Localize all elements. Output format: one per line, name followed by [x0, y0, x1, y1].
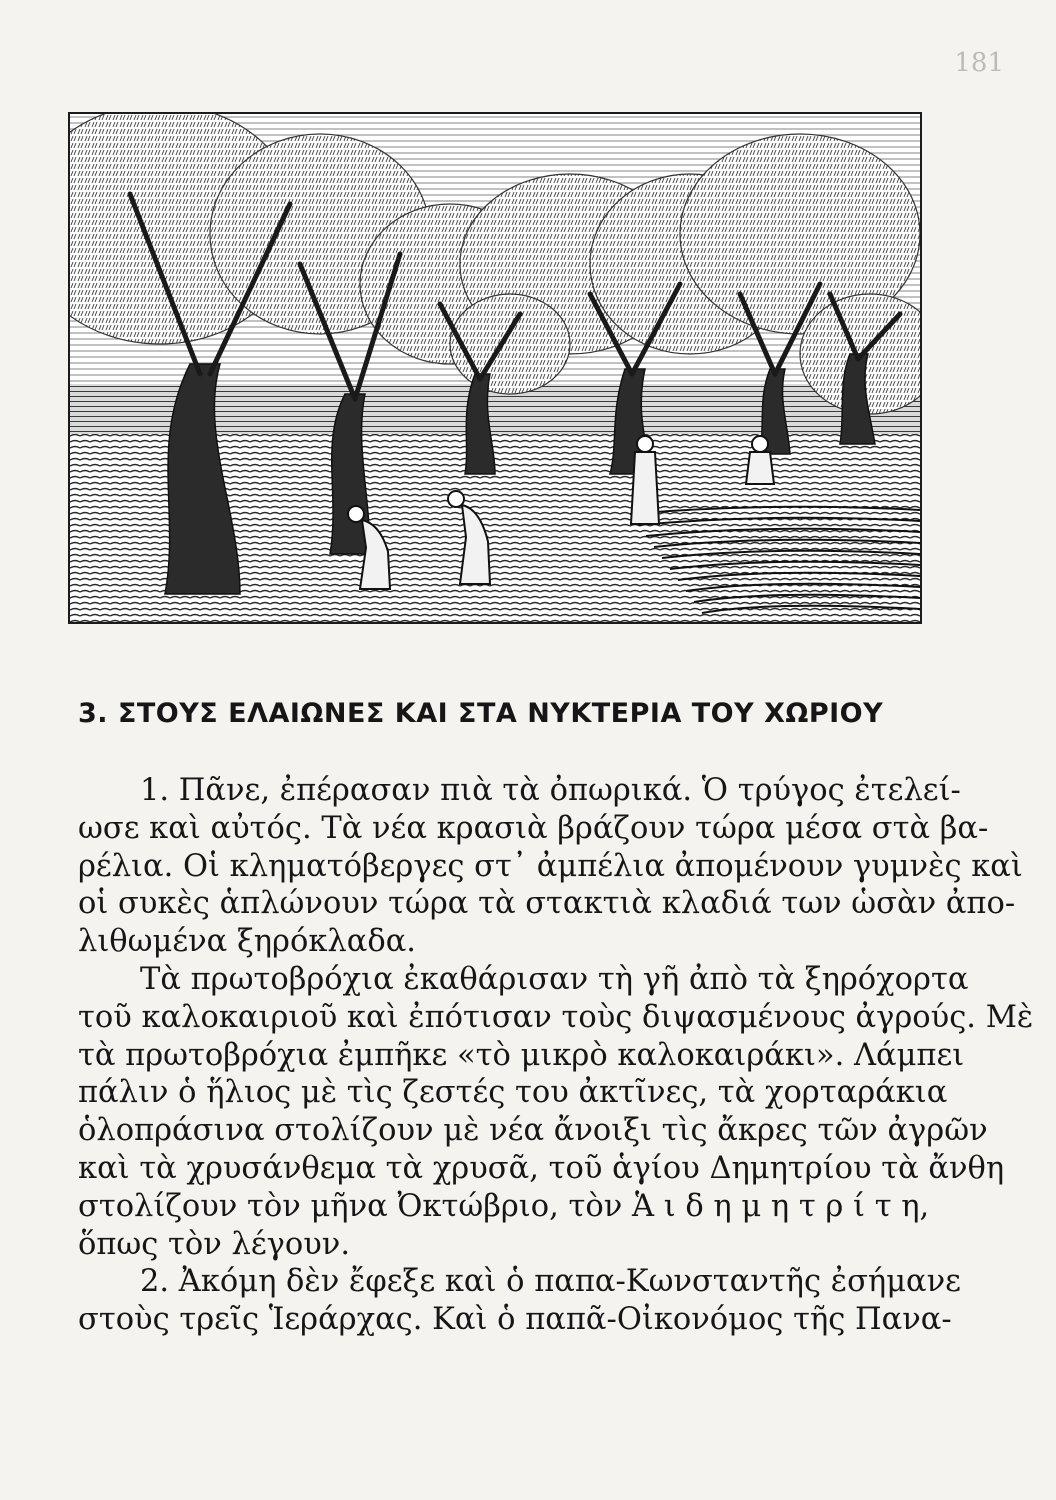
text-line: λιθωμένα ξηρόκλαδα.	[78, 924, 416, 960]
text-line: 1. Πᾶνε, ἐπέρασαν πιὰ τὰ ὀπωρικά. Ὁ τρύγος ἐτελεί-	[140, 773, 961, 808]
text-line: 2. Ἀκόμη δὲν ἔφεξε καὶ ὁ παπα-Κωνσταντῆς ἐσήμανε	[140, 1264, 961, 1300]
chapter-title: 3. ΣΤΟΥΣ ΕΛΑΙΩΝΕΣ ΚΑΙ ΣΤΑ ΝΥΚΤΕΡΙΑ ΤΟΥ ΧΩΡΙΟΥ	[78, 698, 884, 729]
text-line: ὅπως τὸν λέγουν.	[78, 1226, 351, 1262]
text-line: ὁλοπράσινα στολίζουν μὲ νέα ἄνοιξι τὶς ἄκρες τῶν ἀγρῶν	[78, 1113, 988, 1149]
text-line: στολίζουν τὸν μῆνα Ὀκτώβριο, τὸν Ἁ ι δ η μ η τ ρ ί τ η,	[78, 1188, 930, 1224]
text-line: καὶ τὰ χρυσάνθεμα τὰ χρυσᾶ, τοῦ ἁγίου Δημητρίου τὰ ἄνθη	[78, 1150, 1005, 1186]
body-text	[78, 772, 1034, 1339]
page-number: 181	[954, 48, 1004, 78]
text-line: ρέλια. Οἱ κληματόβεργες στ᾽ ἀμπέλια ἀπομένουν γυμνὲς καὶ	[78, 848, 1023, 884]
text-line: οἱ συκὲς ἁπλώνουν τώρα τὰ στακτιὰ κλαδιά των ὡσὰν ἀπο-	[78, 886, 1016, 922]
text-line: τὰ πρωτοβρόχια ἐμπῆκε «τὸ μικρὸ καλοκαιράκι». Λάμπει	[78, 1037, 965, 1073]
text-line: ωσε καὶ αὐτός. Τὰ νέα κρασιὰ βράζουν τώρα μέσα στὰ βα-	[78, 810, 989, 846]
text-line: Τὰ πρωτοβρόχια ἐκαθάρισαν τὴ γῆ ἀπὸ τὰ ξηρόχορτα	[140, 961, 969, 997]
olive-grove-illustration	[68, 112, 922, 624]
text-line: τοῦ καλοκαιριοῦ καὶ ἐπότισαν τοὺς διψασμένους ἀγρούς. Μὲ	[78, 999, 1034, 1035]
text-line: πάλιν ὁ ἥλιος μὲ τὶς ζεστές του ἀκτῖνες, τὰ χορταράκια	[78, 1075, 948, 1111]
text-line: στοὺς τρεῖς Ἱεράρχας. Καὶ ὁ παπᾶ-Οἰκονόμος τῆς Πανα-	[78, 1302, 952, 1338]
olive-grove-woodcut-icon	[70, 114, 920, 622]
